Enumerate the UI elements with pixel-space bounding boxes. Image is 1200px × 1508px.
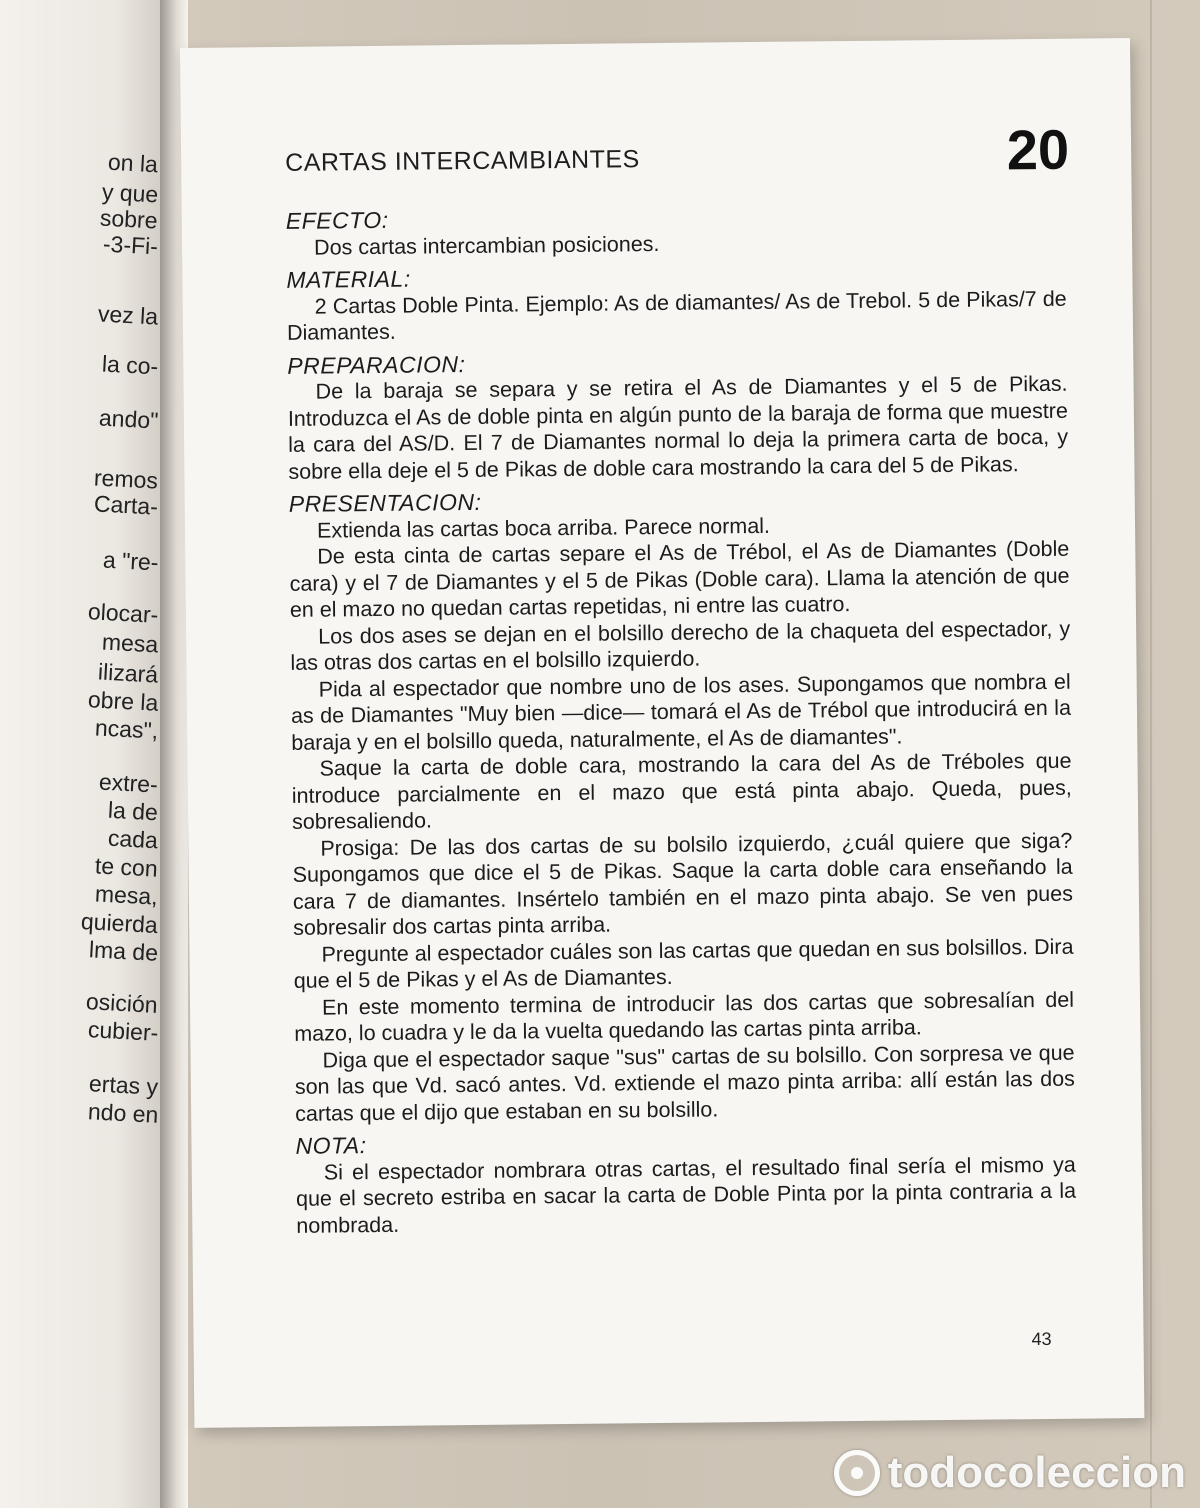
- presentacion-paragraph: En este momento termina de introducir las dos cartas que sobresalían del mazo, lo cuadra y le da la vuelta quedando las cartas pinta arriba.: [294, 987, 1075, 1046]
- section-text-efecto: Dos cartas intercambian posiciones.: [313, 231, 660, 260]
- section-heading-efecto: EFECTO:: [285, 206, 389, 234]
- presentacion-paragraph: Saque la carta de doble cara, mostrando la cara del As de Tréboles que introduce parcialmente en el mazo que está pinta abajo. Queda, pues, sobresaliendo.: [291, 748, 1072, 834]
- page-number: 43: [1031, 1328, 1052, 1350]
- left-page-fragment: la co-: [101, 350, 159, 380]
- left-page-fragment: cubier-: [87, 1016, 159, 1046]
- page-title: CARTAS INTERCAMBIANTES: [285, 145, 640, 177]
- left-page-fragment: lma de: [88, 936, 159, 966]
- section-heading-material: MATERIAL:: [286, 265, 411, 293]
- watermark: [834, 1448, 1186, 1498]
- left-page: [0, 0, 168, 1508]
- presentacion-paragraph: Pida al espectador que nombre uno de los ases. Supongamos que nombra el as de Diamantes "Muy bien —dice— tomará el As de Trébol que introducirá en la baraja y en el bolsillo queda, naturalmente, el As de diamantes".: [290, 669, 1072, 755]
- section-heading-nota: NOTA:: [295, 1132, 367, 1159]
- left-page-fragment: mesa: [101, 628, 159, 658]
- presentacion-paragraph: Extienda las cartas boca arriba. Parece normal.: [316, 513, 771, 543]
- left-page-fragment: ando": [98, 404, 159, 434]
- presentacion-paragraph: Pregunte al espectador cuáles son las cartas que quedan en sus bolsillos. Dira que el 5 de Pikas y el As de Diamantes.: [293, 934, 1074, 993]
- section-text-material: 2 Cartas Doble Pinta. Ejemplo: As de diamantes/ As de Trebol. 5 de Pikas/7 de Diamantes.: [286, 286, 1067, 345]
- left-page-fragment: -3-Fi-: [102, 230, 159, 260]
- section-heading-presentacion: PRESENTACION:: [288, 488, 482, 517]
- left-page-fragment: ncas",: [94, 714, 159, 744]
- left-page-fragment: ndo en: [87, 1098, 159, 1128]
- left-page-fragment: remos: [93, 464, 159, 494]
- left-page-fragment: obre la: [87, 686, 159, 716]
- left-page-fragment: olocar-: [87, 598, 159, 628]
- section-text-nota: Si el espectador nombrara otras cartas, el resultado final sería el mismo ya que el secreto estriba en sacar la carta de Doble Pinta por la pinta contraria a la nombrada.: [295, 1152, 1077, 1238]
- watermark-logo-icon: [834, 1450, 880, 1496]
- left-page-fragment: te con: [94, 852, 159, 882]
- left-page-fragment: Carta-: [93, 490, 159, 520]
- left-page-fragment: ertas y: [88, 1070, 159, 1100]
- watermark-text: todocoleccion: [887, 1448, 1186, 1497]
- presentacion-paragraph: De esta cinta de cartas separe el As de Trébol, el As de Diamantes (Doble cara) y el 7 de Diamantes y el 5 de Pikas (Doble cara). Llama la atención de que en el mazo no quedan cartas repetidas, ni entre las cuatro.: [289, 536, 1070, 622]
- left-page-fragment: extre-: [98, 768, 159, 798]
- presentacion-paragraph: Diga que el espectador saque "sus" cartas de su bolsillo. Con sorpresa ve que son las que Vd. sacó antes. Vd. extiende el mazo pinta arriba: allí están las dos cartas que el dijo que estaban en su bolsillo.: [294, 1040, 1075, 1126]
- section-heading-preparacion: PREPARACION:: [287, 350, 466, 379]
- left-page-fragment: osición: [85, 988, 159, 1018]
- left-page-fragment: sobre: [99, 204, 159, 234]
- left-page-fragment: on la: [107, 148, 159, 178]
- section-text-preparacion: De la baraja se separa y se retira el As de Diamantes y el 5 de Pikas. Introduzca el As de doble pinta en algún punto de la baraja de forma que muestre la cara del AS/D. El 7 de Diamantes normal lo deja la primera carta de boca, y sobre ella deje el 5 de Pikas de doble cara mostrando la cara del 5 de Pikas.: [287, 371, 1069, 484]
- page-body: [286, 194, 1077, 1239]
- chapter-number: 20: [1006, 117, 1070, 182]
- left-page-fragment: vez la: [97, 300, 159, 330]
- left-page-fragment: quierda: [80, 908, 159, 938]
- left-page-fragment: cada: [107, 824, 159, 854]
- right-page: [180, 38, 1144, 1428]
- left-page-fragment: mesa,: [94, 880, 159, 910]
- left-page-fragment: y que: [101, 178, 159, 208]
- cardboard-seam: [1150, 0, 1152, 1508]
- presentacion-paragraph: Prosiga: De las dos cartas de su bolsilo izquierdo, ¿cuál quiere que siga? Supongamos que dice el 5 de Pikas. Saque la carta doble cara enseñando la cara 7 de diamantes. Insértelo también en el mazo pinta abajo. Se ven pues sobresalir dos cartas pinta arriba.: [292, 828, 1074, 940]
- left-page-fragment: ilizará: [97, 658, 159, 688]
- presentacion-paragraph: Los dos ases se dejan en el bolsillo derecho de la chaqueta del espectador, y las otras dos cartas en el bolsillo izquierdo.: [290, 616, 1071, 675]
- left-page-fragment: la de: [107, 796, 159, 826]
- left-page-fragment: a "re-: [101, 546, 159, 576]
